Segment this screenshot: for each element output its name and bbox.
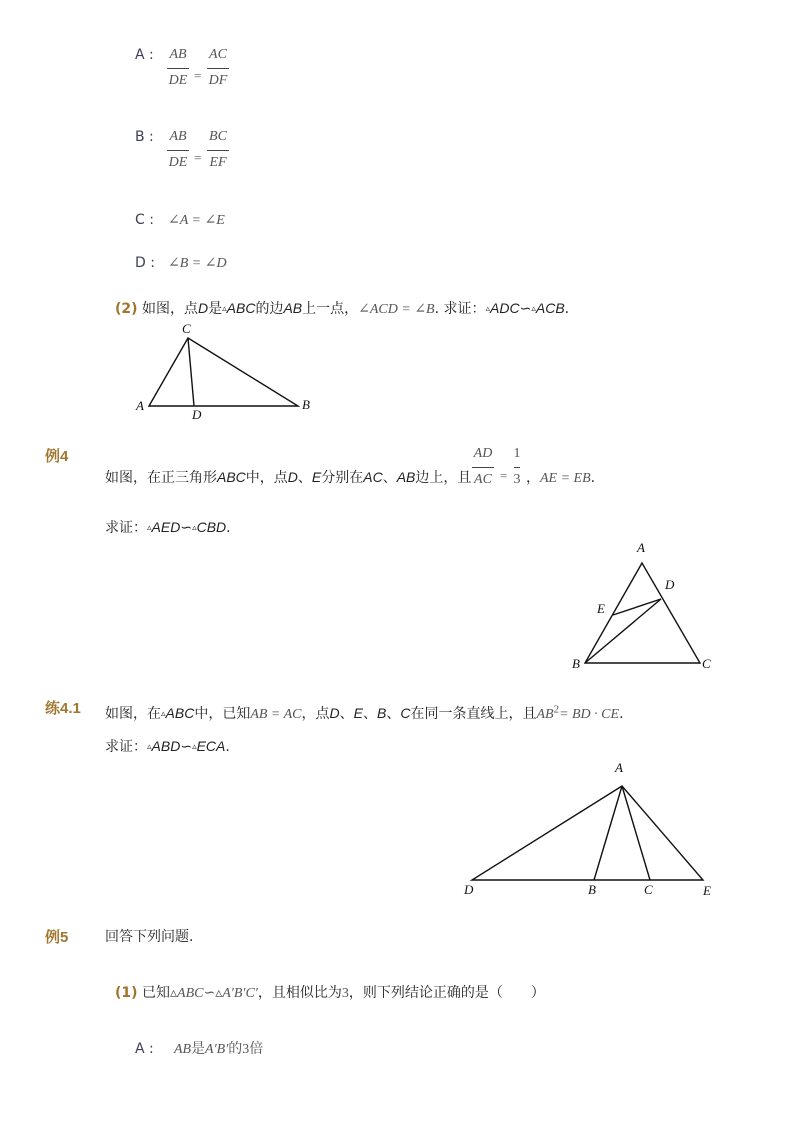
- text: ，: [526, 470, 540, 486]
- triangle-name: ACB: [535, 300, 565, 316]
- text: 中，已知: [194, 706, 251, 722]
- exercise-4-1-proof: [105, 736, 230, 756]
- exponent: 2: [553, 703, 560, 716]
- segment-cd: [188, 338, 194, 406]
- vertex-e: E: [703, 883, 711, 898]
- triangle-icon: ▵: [147, 742, 152, 752]
- example-5-text: 回答下列问题.: [105, 929, 194, 945]
- text: 边上，且: [415, 470, 472, 486]
- text: 如图，在: [105, 706, 161, 722]
- segment-name: AB: [283, 300, 303, 316]
- vertex-b: B: [572, 656, 580, 671]
- vertex-d: D: [464, 882, 474, 897]
- text: 分别在: [321, 470, 364, 486]
- fraction: AC DF: [208, 47, 228, 88]
- text: 、: [382, 470, 397, 486]
- segment-name: AB: [396, 469, 416, 485]
- triangle-abc: [149, 338, 298, 406]
- triangle-icon: ▵: [485, 304, 491, 314]
- point-label: E: [311, 469, 322, 485]
- figure-triangle-acd: [130, 318, 320, 424]
- condition: AE = EB: [540, 471, 591, 486]
- text: ，则下列结论正确的是（ ）: [348, 985, 545, 1001]
- triangle-icon: ▵: [192, 523, 197, 533]
- triangle-icon: ▵: [147, 523, 152, 533]
- text: ，且相似比为: [257, 985, 342, 1001]
- text: 的: [228, 1041, 243, 1057]
- triangle-name: CBD: [196, 519, 227, 535]
- fraction: AB DE: [168, 47, 188, 88]
- example-4-text: [105, 467, 471, 487]
- point-label: D: [287, 469, 298, 485]
- vertex-d: D: [665, 577, 675, 592]
- text: 、: [339, 706, 354, 722]
- fraction: BC EF: [207, 129, 229, 171]
- segment-ac: [622, 786, 650, 880]
- example-5-question-1: [115, 982, 545, 1002]
- equals-sign: =: [194, 150, 202, 165]
- option-letter: A :: [135, 47, 154, 63]
- text: ，点: [301, 706, 330, 722]
- text: .: [619, 706, 624, 722]
- vertex-b: B: [588, 882, 596, 897]
- example-4-condition: [526, 467, 595, 487]
- exercise-4-1-label: 练4.1: [45, 700, 81, 717]
- equals-sign: =: [500, 468, 508, 483]
- point-label: E: [353, 705, 363, 721]
- similar-sign: ∽: [180, 739, 193, 755]
- fraction-ad-ac: AD AC: [473, 446, 493, 487]
- question-number: (1): [115, 985, 138, 1001]
- text: 、: [297, 470, 312, 486]
- triangle-icon: ▵: [192, 742, 197, 752]
- similar-sign: ∽: [180, 520, 193, 536]
- triangle-name: ABD: [151, 738, 181, 754]
- segment-name: AB: [173, 1042, 192, 1057]
- example-5-label: 例5: [45, 929, 69, 946]
- text: 求证：: [105, 520, 147, 536]
- triangle-name: AED: [151, 519, 181, 535]
- ratio-value: 3: [341, 986, 349, 1001]
- triangle-name: ABC: [226, 300, 256, 316]
- triangle-name: ADC: [490, 300, 520, 316]
- text: 求证：: [105, 739, 147, 755]
- question-2-text: [115, 298, 569, 318]
- segment-name: AB: [536, 707, 554, 722]
- option-letter: C :: [135, 212, 154, 228]
- text: 倍: [249, 1041, 264, 1057]
- text: 是: [191, 1041, 206, 1057]
- example-5-option-a: [135, 1038, 263, 1058]
- equals-sign: =: [194, 68, 202, 83]
- similarity-expression: ▵ABC∽▵A′B′C′: [170, 986, 258, 1001]
- triangle-ade: [472, 786, 703, 880]
- triangle-name: ABC: [165, 705, 195, 721]
- text: .: [564, 301, 570, 317]
- text: 的边: [255, 301, 284, 317]
- point-label: C: [400, 705, 411, 721]
- example-4-label: 例4: [45, 448, 69, 465]
- option-expression: ∠B = ∠D: [168, 256, 227, 271]
- point-label: D: [198, 300, 209, 316]
- text: . 求证：: [434, 301, 486, 317]
- text: 中，点: [245, 470, 288, 486]
- exercise-4-1-text: [105, 703, 624, 723]
- segment-name: AC: [363, 469, 383, 485]
- vertex-a: A: [136, 398, 144, 413]
- text: 在同一条直线上，且: [410, 706, 537, 722]
- fraction-one-third: 1 3: [513, 446, 521, 487]
- example-4-proof: [105, 517, 231, 537]
- vertex-c: C: [702, 656, 711, 671]
- text: 、: [386, 706, 401, 722]
- vertex-b: B: [302, 397, 310, 412]
- segment-name: A′B′: [205, 1042, 229, 1057]
- condition: ∠ACD = ∠B: [358, 302, 435, 317]
- condition: = BD · CE: [559, 707, 620, 722]
- option-letter: D :: [135, 255, 155, 271]
- point-label: B: [376, 705, 387, 721]
- figure-equilateral-triangle: [560, 535, 720, 675]
- text: 、: [362, 706, 377, 722]
- option-letter: B :: [135, 129, 154, 145]
- text: 如图，点: [142, 301, 198, 317]
- vertex-c: C: [644, 882, 653, 897]
- condition: AB = AC: [250, 707, 302, 722]
- triangle-icon: ▵: [161, 709, 166, 719]
- question-number: (2): [115, 301, 138, 317]
- point-label: D: [329, 705, 340, 721]
- text: .: [226, 520, 231, 536]
- text: .: [590, 470, 596, 486]
- triangle-icon: ▵: [222, 304, 227, 314]
- triangle-name: ABC: [217, 469, 246, 485]
- text: 上一点，: [302, 301, 359, 317]
- text: 如图，在正三角形: [105, 470, 217, 486]
- triangle-name: ECA: [196, 738, 226, 754]
- vertex-c: C: [182, 321, 191, 336]
- figure-isosceles-triangle: [455, 756, 725, 901]
- similar-sign: ∽: [519, 301, 532, 317]
- text: 已知: [142, 985, 170, 1001]
- vertex-a: A: [637, 540, 645, 555]
- vertex-e: E: [597, 601, 605, 616]
- vertex-d: D: [192, 407, 202, 422]
- fraction: AB DE: [168, 129, 188, 170]
- option-letter: A :: [135, 1041, 154, 1057]
- multiple-value: 3: [242, 1042, 250, 1057]
- vertex-a: A: [615, 760, 623, 775]
- option-expression: ∠A = ∠E: [168, 213, 225, 228]
- triangle-icon: ▵: [531, 304, 536, 314]
- text: .: [225, 739, 230, 755]
- text: 是: [208, 301, 223, 317]
